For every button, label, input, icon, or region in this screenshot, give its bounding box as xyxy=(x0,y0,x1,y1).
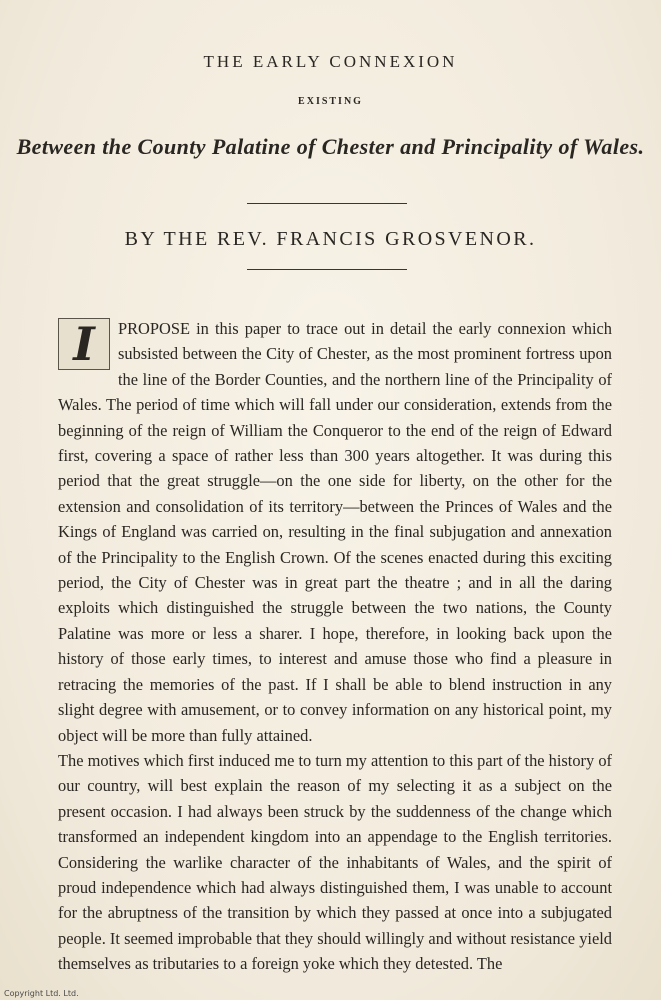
copyright-credit: Copyright Ltd. Ltd. xyxy=(4,989,79,998)
article-subtitle: Between the County Palatine of Chester and Principality of Wales. xyxy=(16,134,645,159)
article-title: THE EARLY CONNEXION xyxy=(203,52,458,71)
article-author: BY THE REV. FRANCIS GROSVENOR. xyxy=(124,228,537,250)
article-body xyxy=(58,316,612,977)
dropcap-initial: I xyxy=(58,318,110,370)
paragraph-2-text: The motives which first induced me to turn my attention to this part of the history of our country, will best explain the reason of my selecting it as a subject on the present occasion. I had always been struck by the suddenness of the change which transformed an independent kingdom into an appendage to the English territories. Considering the warlike character of the inhabitants of Wales, and the spirit of proud independence which had always distinguished them, I was unable to account for the abruptness of the transition by which they passed at once into a subjugated people. It seemed improbable that they should willingly and without resistance yield themselves as tributaries to a foreign yoke which they detested. The xyxy=(58,750,612,974)
paragraph-1-text: PROPOSE in this paper to trace out in detail the early connexion which subsisted between the City of Chester, as the most prominent fortress upon the line of the Border Counties, and the northern line of the Principality of Wales. The period of time which will fall under our consideration, extends from the beginning of the reign of William the Conqueror to the end of the reign of Edward first, covering a space of rather less than 300 years altogether. It was during this period that the great struggle—on the one side for liberty, on the other for the extension and consolidation of its territory—between the Princes of Wales and the Kings of England was carried on, resulting in the final subjugation and annexation of the Principality to the English Crown. Of the scenes enacted during this exciting period, the City of Chester was in great part the theatre ; and in all the daring exploits which distinguished the struggle between the two nations, the County Palatine was more or less a sharer. I hope, therefore, in looking back upon the history of those early times, to interest and amuse those who find a pleasure in retracing the memories of the past. If I shall be able to blend instruction in any slight degree with amusement, or to convey information on any historical point, my object will be more than fully attained. xyxy=(58,319,612,745)
divider-top xyxy=(247,203,407,204)
paragraph-2 xyxy=(58,748,612,977)
divider-bottom xyxy=(247,269,407,270)
paragraph-1 xyxy=(58,316,612,748)
article-title-existing: EXISTING xyxy=(298,96,363,107)
